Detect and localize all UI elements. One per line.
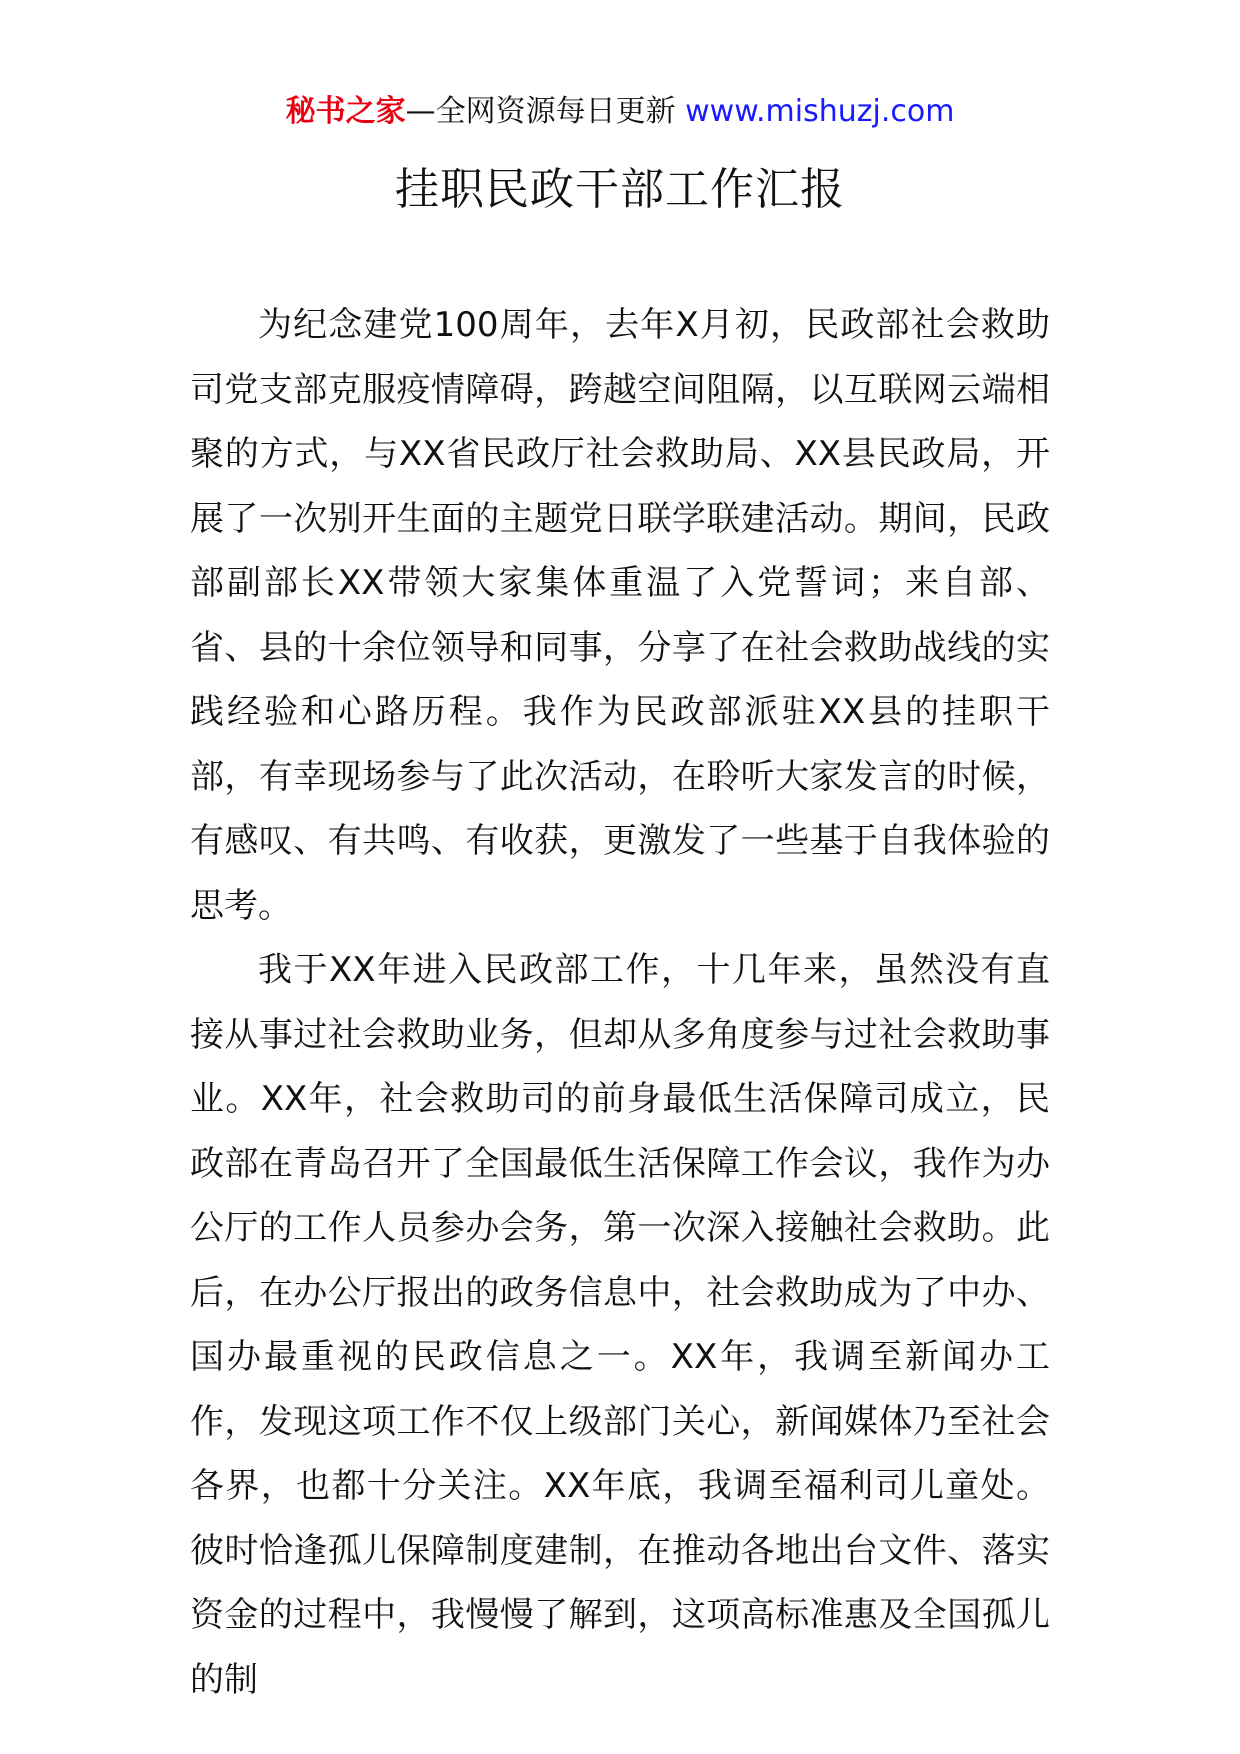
paragraph-1: 为纪念建党100周年，去年X月初，民政部社会救助司党支部克服疫情障碍，跨越空间阻隔，以互联网云端相聚的方式，与XX省民政厅社会救助局、XX县民政局，开展了一次别开生面的主题党日联学联建活动。期间，民政部副部长XX带领大家集体重温了入党誓词；来自部、省、县的十余位领导和同事，分享了在社会救助战线的实践经验和心路历程。我作为民政部派驻XX县的挂职干部，有幸现场参与了此次活动，在聆听大家发言的时候，有感叹、有共鸣、有收获，更激发了一些基于自我体验的思考。	[190, 305, 1050, 926]
document-title: 挂职民政干部工作汇报	[395, 164, 845, 215]
site-url-link[interactable]: www.mishuzj.com	[685, 94, 955, 129]
document-body	[190, 293, 1050, 1712]
site-brand: 秘书之家	[285, 94, 406, 129]
site-header	[0, 92, 1240, 132]
paragraph-2: 我于XX年进入民政部工作，十几年来，虽然没有直接从事过社会救助业务，但却从多角度参与过社会救助事业。XX年，社会救助司的前身最低生活保障司成立，民政部在青岛召开了全国最低生活保障工作会议，我作为办公厅的工作人员参办会务，第一次深入接触社会救助。此后，在办公厅报出的政务信息中，社会救助成为了中办、国办最重视的民政信息之一。XX年，我调至新闻办工作，发现这项工作不仅上级部门关心，新闻媒体乃至社会各界，也都十分关注。XX年底，我调至福利司儿童处。彼时恰逢孤儿保障制度建制，在推动各地出台文件、落实资金的过程中，我慢慢了解到，这项高标准惠及全国孤儿的制	[190, 950, 1050, 1700]
site-tagline: —全网资源每日更新	[405, 94, 686, 129]
